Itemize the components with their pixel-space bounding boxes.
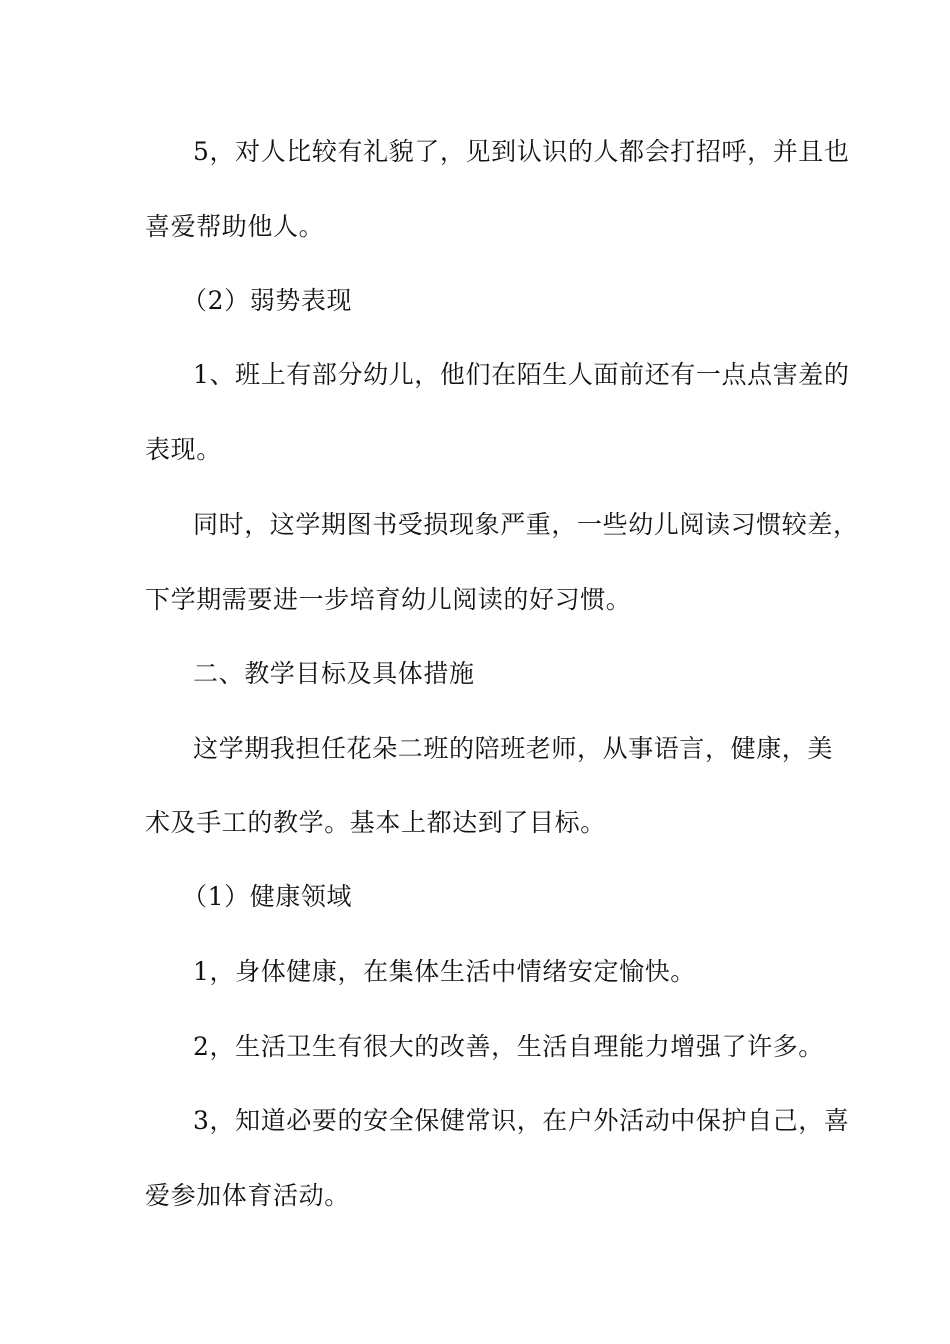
paragraph-role-line-1: 这学期我担任花朵二班的陪班老师，从事语言，健康，美 <box>193 734 834 763</box>
paragraph-item-5-line-2: 喜爱帮助他人。 <box>145 212 325 241</box>
paragraph-role-line-2: 术及手工的教学。基本上都达到了目标。 <box>145 808 606 837</box>
section-heading-goals: 二、教学目标及具体措施 <box>193 659 475 688</box>
paragraph-weakness-1-line-2: 表现。 <box>145 435 222 464</box>
paragraph-reading-line-2: 下学期需要进一步培育幼儿阅读的好习惯。 <box>145 585 632 614</box>
paragraph-health-3-line-1: 3，知道必要的安全保健常识，在户外活动中保护自己，喜 <box>193 1106 850 1135</box>
paragraph-item-5-line-1: 5，对人比较有礼貌了，见到认识的人都会打招呼，并且也 <box>193 137 850 166</box>
subheading-health: （1）健康领域 <box>182 882 353 911</box>
paragraph-health-2: 2，生活卫生有很大的改善，生活自理能力增强了许多。 <box>193 1032 824 1061</box>
paragraph-weakness-1-line-1: 1、班上有部分幼儿，他们在陌生人面前还有一点点害羞的 <box>193 360 850 389</box>
paragraph-health-3-line-2: 爱参加体育活动。 <box>145 1181 350 1210</box>
subheading-weaknesses: （2）弱势表现 <box>182 286 353 315</box>
paragraph-health-1: 1，身体健康，在集体生活中情绪安定愉快。 <box>193 957 696 986</box>
paragraph-reading-line-1: 同时，这学期图书受损现象严重，一些幼儿阅读习惯较差， <box>193 510 859 539</box>
